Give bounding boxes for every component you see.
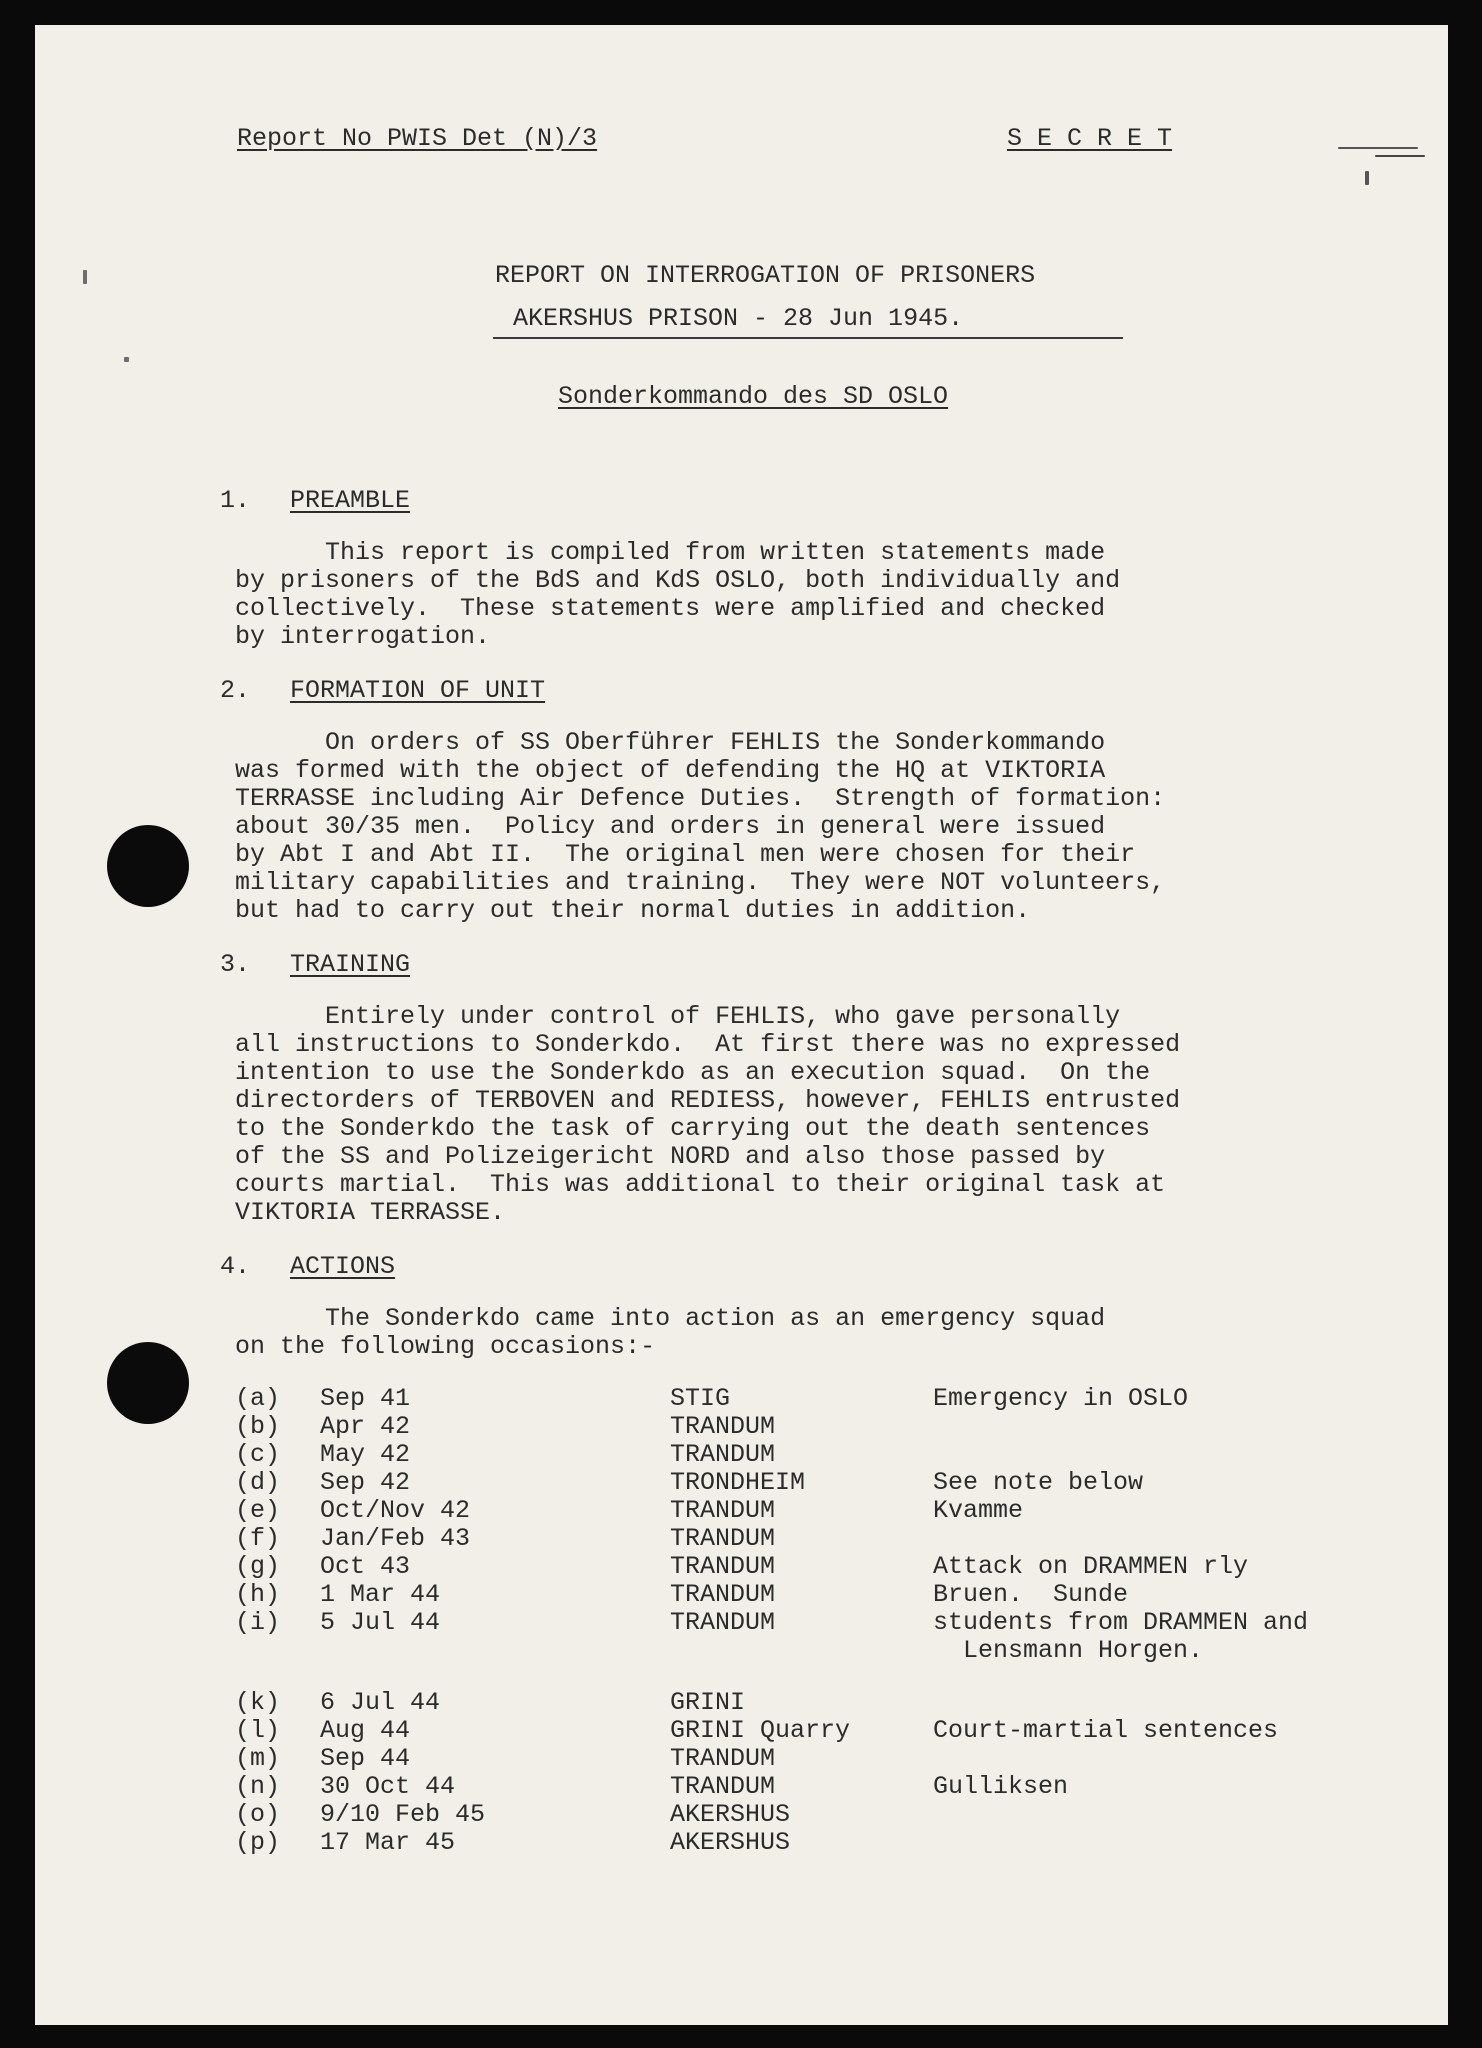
row-letter: (i) <box>235 1608 281 1637</box>
body-line: military capabilities and training. They were NOT volunteers, <box>235 868 1166 897</box>
row-letter: (k) <box>235 1688 281 1717</box>
body-line: by Abt I and Abt II. The original men were chosen for their <box>235 840 1136 869</box>
row-letter: (g) <box>235 1552 281 1581</box>
row-place: GRINI <box>670 1688 746 1717</box>
body-line: but had to carry out their normal duties in addition. <box>235 896 1031 925</box>
body-line: Entirely under control of FEHLIS, who gave personally <box>235 1002 1121 1031</box>
row-note: Court-martial sentences <box>933 1716 1279 1745</box>
section-4-number: 4. <box>220 1252 251 1281</box>
row-note: Kvamme <box>933 1496 1024 1525</box>
row-letter: (n) <box>235 1772 281 1801</box>
row-note: Bruen. Sunde <box>933 1580 1129 1609</box>
row-date: 5 Jul 44 <box>320 1608 441 1637</box>
row-letter: (c) <box>235 1440 281 1469</box>
row-letter: (e) <box>235 1496 281 1525</box>
scan-speck <box>124 357 129 362</box>
row-date: 1 Mar 44 <box>320 1580 441 1609</box>
row-note: See note below <box>933 1468 1144 1497</box>
scan-speck <box>1375 155 1425 157</box>
body-line: courts martial. This was additional to their original task at <box>235 1170 1166 1199</box>
row-date: Sep 44 <box>320 1744 411 1773</box>
section-3-number: 3. <box>220 950 251 979</box>
row-date: Aug 44 <box>320 1716 411 1745</box>
row-place: GRINI Quarry <box>670 1716 851 1745</box>
section-2-heading: FORMATION OF UNIT <box>290 676 546 705</box>
row-date: Sep 41 <box>320 1384 411 1413</box>
document-title: REPORT ON INTERROGATION OF PRISONERS <box>495 261 1036 290</box>
row-place: TRANDUM <box>670 1744 776 1773</box>
report-number: Report No PWIS Det (N)/3 <box>237 124 598 153</box>
row-date: Oct/Nov 42 <box>320 1496 471 1525</box>
row-letter: (m) <box>235 1744 281 1773</box>
body-line: VIKTORIA TERRASSE. <box>235 1198 506 1227</box>
row-date: Oct 43 <box>320 1552 411 1581</box>
row-place: TRANDUM <box>670 1412 776 1441</box>
body-line: of the SS and Polizeigericht NORD and also those passed by <box>235 1142 1106 1171</box>
body-line: This report is compiled from written statements made <box>235 538 1106 567</box>
row-note: Gulliksen <box>933 1772 1069 1801</box>
row-date: 9/10 Feb 45 <box>320 1800 486 1829</box>
title-underline <box>493 337 1123 339</box>
body-line: collectively. These statements were amplified and checked <box>235 594 1106 623</box>
punch-hole-top <box>107 825 189 907</box>
row-place: TRANDUM <box>670 1772 776 1801</box>
scan-speck <box>1338 147 1418 149</box>
row-date: 17 Mar 45 <box>320 1828 456 1857</box>
body-line: intention to use the Sonderkdo as an execution squad. On the <box>235 1058 1151 1087</box>
scan-speck <box>1365 171 1369 185</box>
row-note: Attack on DRAMMEN rly <box>933 1552 1249 1581</box>
punch-hole-bottom <box>107 1342 189 1424</box>
row-letter: (a) <box>235 1384 281 1413</box>
row-place: AKERSHUS <box>670 1828 791 1857</box>
row-date: Apr 42 <box>320 1412 411 1441</box>
body-line: by interrogation. <box>235 622 491 651</box>
row-date: 30 Oct 44 <box>320 1772 456 1801</box>
row-letter: (p) <box>235 1828 281 1857</box>
classification-marking: S E C R E T <box>1007 124 1173 153</box>
body-line: on the following occasions:- <box>235 1332 656 1361</box>
document-subtitle: Sonderkommando des SD OSLO <box>558 382 949 411</box>
row-letter: (o) <box>235 1800 281 1829</box>
document-page <box>35 25 1448 2025</box>
row-note: Lensmann Horgen. <box>933 1636 1204 1665</box>
row-letter: (f) <box>235 1524 281 1553</box>
section-4-heading: ACTIONS <box>290 1252 396 1281</box>
body-line: directorders of TERBOVEN and REDIESS, however, FEHLIS entrusted <box>235 1086 1181 1115</box>
row-letter: (l) <box>235 1716 281 1745</box>
row-place: TRONDHEIM <box>670 1468 806 1497</box>
row-place: TRANDUM <box>670 1608 776 1637</box>
row-date: Sep 42 <box>320 1468 411 1497</box>
body-line: was formed with the object of defending the HQ at VIKTORIA <box>235 756 1106 785</box>
row-date: 6 Jul 44 <box>320 1688 441 1717</box>
row-letter: (b) <box>235 1412 281 1441</box>
row-place: AKERSHUS <box>670 1800 791 1829</box>
body-line: all instructions to Sonderkdo. At first there was no expressed <box>235 1030 1181 1059</box>
row-place: TRANDUM <box>670 1552 776 1581</box>
section-3-heading: TRAINING <box>290 950 411 979</box>
row-date: May 42 <box>320 1440 411 1469</box>
row-place: TRANDUM <box>670 1580 776 1609</box>
document-title-line-2: AKERSHUS PRISON - 28 Jun 1945. <box>513 304 964 333</box>
body-line: On orders of SS Oberführer FEHLIS the Sonderkommando <box>235 728 1106 757</box>
body-line: by prisoners of the BdS and KdS OSLO, both individually and <box>235 566 1121 595</box>
row-letter: (d) <box>235 1468 281 1497</box>
row-note: Emergency in OSLO <box>933 1384 1189 1413</box>
section-2-number: 2. <box>220 676 251 705</box>
row-place: TRANDUM <box>670 1524 776 1553</box>
row-place: TRANDUM <box>670 1440 776 1469</box>
row-place: TRANDUM <box>670 1496 776 1525</box>
row-place: STIG <box>670 1384 731 1413</box>
section-1-heading: PREAMBLE <box>290 486 411 515</box>
row-note: students from DRAMMEN and <box>933 1608 1309 1637</box>
row-date: Jan/Feb 43 <box>320 1524 471 1553</box>
row-letter: (h) <box>235 1580 281 1609</box>
scan-speck <box>83 270 87 284</box>
body-line: TERRASSE including Air Defence Duties. Strength of formation: <box>235 784 1166 813</box>
body-line: about 30/35 men. Policy and orders in general were issued <box>235 812 1106 841</box>
body-line: The Sonderkdo came into action as an emergency squad <box>235 1304 1106 1333</box>
section-1-number: 1. <box>220 486 251 515</box>
body-line: to the Sonderkdo the task of carrying out the death sentences <box>235 1114 1151 1143</box>
